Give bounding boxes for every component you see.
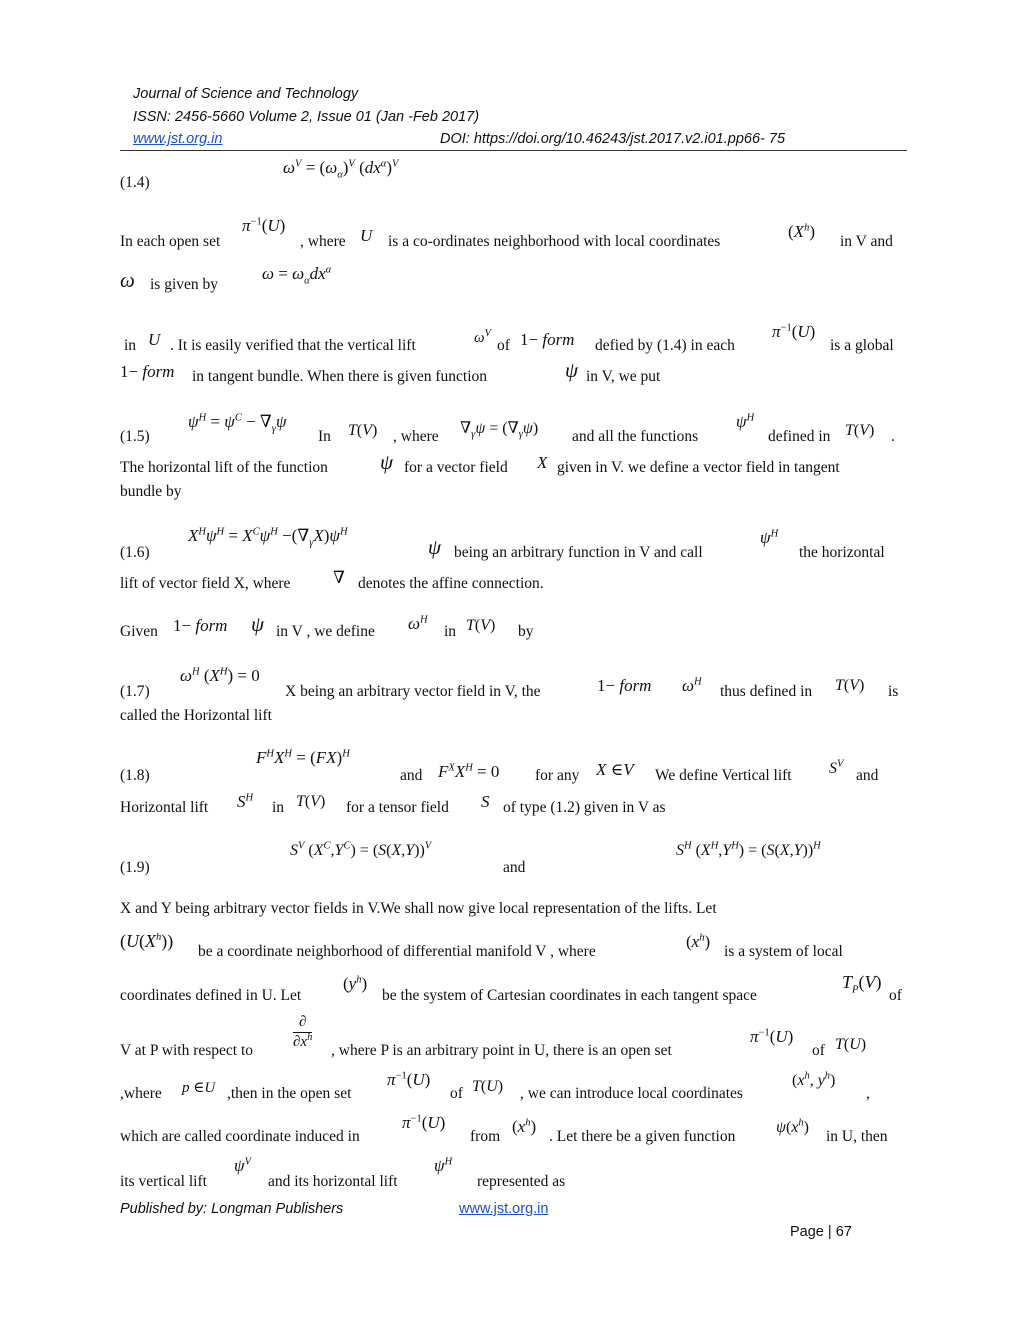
text-line: defied by (1.4) in each [595, 337, 735, 354]
math-omega-def: $\omega = \omega_\alpha dx^\alpha$ [262, 264, 332, 287]
page-number: Page | 67 [790, 1224, 852, 1240]
eq-number-1-9: (1.9) [120, 859, 150, 876]
math-S-H: $S^H$ [237, 792, 254, 811]
text-line: X being an arbitrary vector field in V, the [285, 683, 541, 700]
text-line: of [889, 987, 902, 1004]
math-TV: T(V) [296, 793, 326, 810]
math-omega-H: $\omega^H$ [682, 676, 702, 695]
eq-number-1-7: (1.7) [120, 683, 150, 700]
text-line: X and Y being arbitrary vector fields in V.We shall now give local representation of the lifts. Let [120, 900, 717, 917]
text-line: Given [120, 623, 158, 640]
math-partial-derivative: ∂ $\partial x^h$ [293, 1014, 313, 1050]
text-line: ,where [120, 1085, 162, 1102]
math-TV: T(V) [466, 617, 496, 634]
text-line: in [272, 799, 285, 816]
math-X: X [537, 453, 548, 472]
equation-1-6: $X^H\psi^H = X^C\psi^H -(\nabla_\gamma X)\psi^H$ [188, 526, 348, 549]
equation-1-5: $\psi^H = \psi^C - \nabla_\gamma\psi$ [188, 412, 287, 435]
math-TV: T(V) [348, 422, 378, 439]
text-line: in tangent bundle. When there is given function [192, 368, 487, 385]
math-1-form: 1− form [520, 330, 575, 349]
math-U: U [148, 330, 161, 349]
math-yh: $(y^h)$ [343, 974, 368, 993]
text-line: Horizontal lift [120, 799, 209, 816]
text-line: , where [393, 428, 439, 445]
equation-1-4: $\omega^V = (\omega_\alpha)^V$ $(dx^\alpha)^V$ [283, 158, 399, 181]
text-line: The horizontal lift of the function [120, 459, 328, 476]
eq-number-1-5: (1.5) [120, 428, 150, 445]
text-line: from [470, 1128, 501, 1145]
math-1-form: 1− form [120, 362, 175, 381]
text-line: by [518, 623, 534, 640]
math-1-form: 1− form [597, 676, 652, 695]
text-line: is [888, 683, 899, 700]
text-line: is a co-ordinates neighborhood with local coordinates [388, 233, 721, 250]
math-Xh: $(X^h)$ [788, 222, 815, 241]
math-psi-V: $\psi^V$ [234, 1156, 251, 1175]
text-line: for any [535, 767, 580, 784]
math-p-in-U: p ∈U [182, 1080, 216, 1096]
math-psi-xh: $\psi(x^h)$ [776, 1117, 809, 1136]
math-psi-H: $\psi^H$ [760, 528, 779, 547]
text-line: be the system of Cartesian coordinates in each tangent space [382, 987, 757, 1004]
math-xh: $(x^h)$ [686, 932, 711, 951]
text-line: and its horizontal lift [268, 1173, 398, 1190]
math-pi-inverse-U: $\pi^{-1}(U)$ [402, 1113, 446, 1132]
text-line: In each open set [120, 233, 221, 250]
text-line: . Let there be a given function [549, 1128, 736, 1145]
text-line: . [891, 428, 895, 445]
text-line: In [318, 428, 331, 445]
text-line: lift of vector field X, where [120, 575, 291, 592]
text-line: its vertical lift [120, 1173, 207, 1190]
math-nabla-psi: $\nabla_\gamma\psi = (\nabla_\gamma\psi)$ [460, 420, 539, 441]
text-line: . It is easily verified that the vertical lift [170, 337, 416, 354]
text-line: is a global [830, 337, 894, 354]
text-line: of [812, 1042, 825, 1059]
text-line: in V, we put [586, 368, 661, 385]
text-line: coordinates defined in U. Let [120, 987, 302, 1004]
doi-line: DOI: https://doi.org/10.46243/jst.2017.v2.i01.pp66- 75 [440, 131, 786, 147]
text-line: which are called coordinate induced in [120, 1128, 360, 1145]
text-line: and all the functions [572, 428, 699, 445]
text-line: represented as [477, 1173, 566, 1190]
text-line: denotes the affine connection. [358, 575, 544, 592]
eq-number-1-8: (1.8) [120, 767, 150, 784]
text-line: defined in [768, 428, 831, 445]
math-S: S [481, 792, 490, 811]
math-TU: T(U) [835, 1036, 867, 1053]
text-line: , where P is an arbitrary point in U, there is an open set [331, 1042, 672, 1059]
footer-website-link[interactable]: www.jst.org.in [459, 1201, 549, 1217]
math-U-Xh: $(U(X^h))$ [120, 931, 174, 951]
text-line: called the Horizontal lift [120, 707, 272, 724]
eq-number-1-4: (1.4) [120, 174, 150, 191]
math-psi: ψ [428, 535, 442, 559]
issn-line: ISSN: 2456-5660 Volume 2, Issue 01 (Jan -Feb 2017) [133, 109, 480, 125]
text-line: of [497, 337, 510, 354]
math-omega-H: $\omega^H$ [408, 614, 428, 633]
math-omega-V: $\omega^V$ [474, 328, 492, 346]
math-psi: ψ [565, 358, 579, 382]
math-psi: ψ [251, 612, 265, 636]
text-line: , [866, 1085, 870, 1102]
eq-number-1-6: (1.6) [120, 544, 150, 561]
equation-1-9-horizontal: $S^H$ $(X^H,Y^H) = (S(X,Y))^H$ [676, 840, 821, 859]
text-line: and [400, 767, 423, 784]
math-S-V: $S^V$ [829, 758, 844, 777]
text-line: the horizontal [799, 544, 885, 561]
math-pi-inverse-U: $\pi^{-1}(U)$ [387, 1070, 431, 1089]
math-TU: T(U) [472, 1078, 504, 1095]
math-Tp-V: $T_P(V)$ [842, 972, 882, 996]
text-line: of [450, 1085, 463, 1102]
text-line: being an arbitrary function in V and call [454, 544, 703, 561]
text-line: in V , we define [276, 623, 375, 640]
text-line: ,then in the open set [227, 1085, 352, 1102]
text-line: and [856, 767, 879, 784]
text-line: in [444, 623, 457, 640]
math-psi-H: $\psi^H$ [434, 1156, 453, 1175]
math-FX-XH: $F^XX^H = 0$ [438, 762, 500, 781]
math-pi-inverse-U: $\pi^{-1}(U)$ [750, 1027, 794, 1046]
journal-title: Journal of Science and Technology [133, 86, 359, 102]
equation-1-7: $\omega^H$ $(X^H) = 0$ [180, 666, 260, 685]
header-rule [120, 150, 907, 151]
text-line: in U, then [826, 1128, 888, 1145]
text-line: bundle by [120, 483, 182, 500]
text-line: in V and [840, 233, 893, 250]
math-psi: ψ [380, 450, 394, 474]
equation-1-9-vertical: $S^V$ $(X^C,Y^C) = (S(X,Y))^V$ [290, 840, 432, 859]
text-line: V at P with respect to [120, 1042, 254, 1059]
math-xh: $(x^h)$ [512, 1117, 537, 1136]
math-pi-inverse-U: $\pi^{-1}(U)$ [772, 322, 816, 341]
math-U: U [360, 226, 373, 245]
text-line: , we can introduce local coordinates [520, 1085, 743, 1102]
text-line: is given by [150, 276, 219, 293]
math-TV: T(V) [845, 422, 875, 439]
math-X-in-V: X ∈V [596, 760, 634, 779]
text-line: is a system of local [724, 943, 843, 960]
text-line: for a vector field [404, 459, 508, 476]
math-TV: T(V) [835, 677, 865, 694]
text-line: given in V. we define a vector field in tangent [557, 459, 840, 476]
text-line: We define Vertical lift [655, 767, 792, 784]
math-nabla: ∇ [333, 568, 345, 587]
footer-publisher: Published by: Longman Publishers [120, 1201, 344, 1217]
text-line: in [124, 337, 137, 354]
math-1-form: 1− form [173, 616, 228, 635]
math-pi-inverse-U: $\pi^{-1}(U)$ [242, 216, 286, 235]
equation-1-8: $F^HX^H = (FX)^H$ [256, 748, 350, 767]
header-website-link[interactable]: www.jst.org.in [133, 131, 223, 147]
math-omega: ω [120, 268, 135, 292]
text-line: be a coordinate neighborhood of differential manifold V , where [198, 943, 596, 960]
text-line: , where [300, 233, 346, 250]
math-xh-yh: ($x^h$, $y^h$) [792, 1070, 836, 1089]
text-line: thus defined in [720, 683, 813, 700]
text-line: and [503, 859, 526, 876]
text-line: of type (1.2) given in V as [503, 799, 666, 816]
math-psi-H: $\psi^H$ [736, 412, 755, 431]
text-line: for a tensor field [346, 799, 449, 816]
